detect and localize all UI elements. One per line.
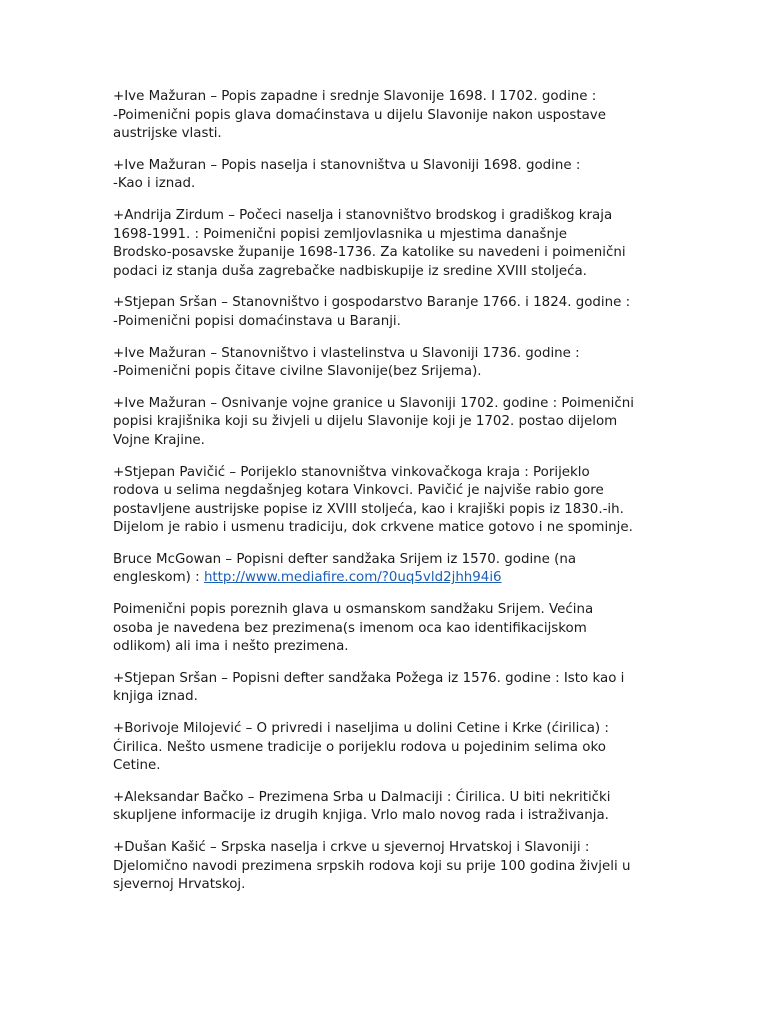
paragraph-11 <box>113 720 661 776</box>
paragraph-6 <box>113 395 661 451</box>
paragraph-1-text: +Ive Mažuran – Popis zapadne i srednje Slavonije 1698. I 1702. godine : -Poimenični popis glava domaćinstava u dijelu Slavonije nakon uspostave austrijske vlasti. <box>113 89 606 142</box>
paragraph-5-text: +Ive Mažuran – Stanovništvo i vlastelinstva u Slavoniji 1736. godine : -Poimenični popis čitave civilne Slavonije(bez Srijema). <box>113 345 580 380</box>
paragraph-5 <box>113 345 661 382</box>
paragraph-2-text: +Ive Mažuran – Popis naselja i stanovništva u Slavoniji 1698. godine : -Kao i iznad. <box>113 157 581 192</box>
paragraph-8 <box>113 551 661 588</box>
paragraph-13 <box>113 839 661 895</box>
paragraph-12-text: +Aleksandar Bačko – Prezimena Srba u Dalmaciji : Ćirilica. U biti nekritički skupljene informacije iz drugih knjiga. Vrlo malo novog rada i istraživanja. <box>113 789 611 824</box>
paragraph-4 <box>113 294 661 331</box>
paragraph-8-text: Bruce McGowan – Popisni defter sandžaka Srijem iz 1570. godine (na engleskom) : <box>113 551 577 586</box>
paragraph-13-text: +Dušan Kašić – Srpska naselja i crkve u sjevernoj Hrvatskoj i Slavoniji : Djelomično navodi prezimena srpskih rodova koji su prije 100 godina živjeli u sjevernoj Hrvatskoj. <box>113 840 631 893</box>
paragraph-3-text: +Andrija Zirdum – Počeci naselja i stanovništvo brodskog i gradiškog kraja 1698-1991. : Poimenični popisi zemljovlasnika u mjestima današnje Brodsko-posavske županije 1698-1736. Za katolike su navedeni i poimenični podaci iz stanja duša zagrebačke nadbiskupije iz sredine XVIII stoljeća. <box>113 207 626 279</box>
paragraph-7 <box>113 464 661 538</box>
paragraph-2 <box>113 157 661 194</box>
paragraph-12 <box>113 789 661 826</box>
paragraph-10 <box>113 670 661 707</box>
paragraph-10-text: +Stjepan Sršan – Popisni defter sandžaka Požega iz 1576. godine : Isto kao i knjiga iznad. <box>113 670 625 705</box>
paragraph-9-text: Poimenični popis poreznih glava u osmanskom sandžaku Srijem. Većina osoba je navedena bez prezimena(s imenom oca kao identifikacijskom odlikom) ali ima i nešto prezimena. <box>113 602 594 655</box>
paragraph-3 <box>113 207 661 281</box>
paragraph-4-text: +Stjepan Sršan – Stanovništvo i gospodarstvo Baranje 1766. i 1824. godine : -Poimenični popisi domaćinstava u Baranji. <box>113 295 631 329</box>
paragraph-6-text: +Ive Mažuran – Osnivanje vojne granice u Slavoniji 1702. godine : Poimenični popisi krajišnika koji su živjeli u dijelu Slavonije koji je 1702. postao dijelom Vojne Krajine. <box>113 395 634 448</box>
paragraph-11-text: +Borivoje Milojević – O privredi i naseljima u dolini Cetine i Krke (ćirilica) : Ćirilica. Nešto usmene tradicije o porijeklu rodova u pojedinim selima oko Cetine. <box>113 721 609 774</box>
paragraph-1 <box>113 88 661 144</box>
mediafire-link[interactable]: http://www.mediafire.com/?0uq5vld2jhh94i6 <box>203 570 502 586</box>
paragraph-7-text: +Stjepan Pavičić – Porijeklo stanovništva vinkovačkoga kraja : Porijeklo rodova u selima negdašnjeg kotara Vinkovci. Pavičić je najviše rabio gore postavljene austrijske popise iz XVIII stoljeća, kao i krajiški popis iz 1830.-ih. Dijelom je rabio i usmenu tradiciju, dok crkvene matice gotovo i ne spominje. <box>113 464 633 536</box>
paragraph-9 <box>113 601 661 657</box>
document-page <box>113 88 661 908</box>
